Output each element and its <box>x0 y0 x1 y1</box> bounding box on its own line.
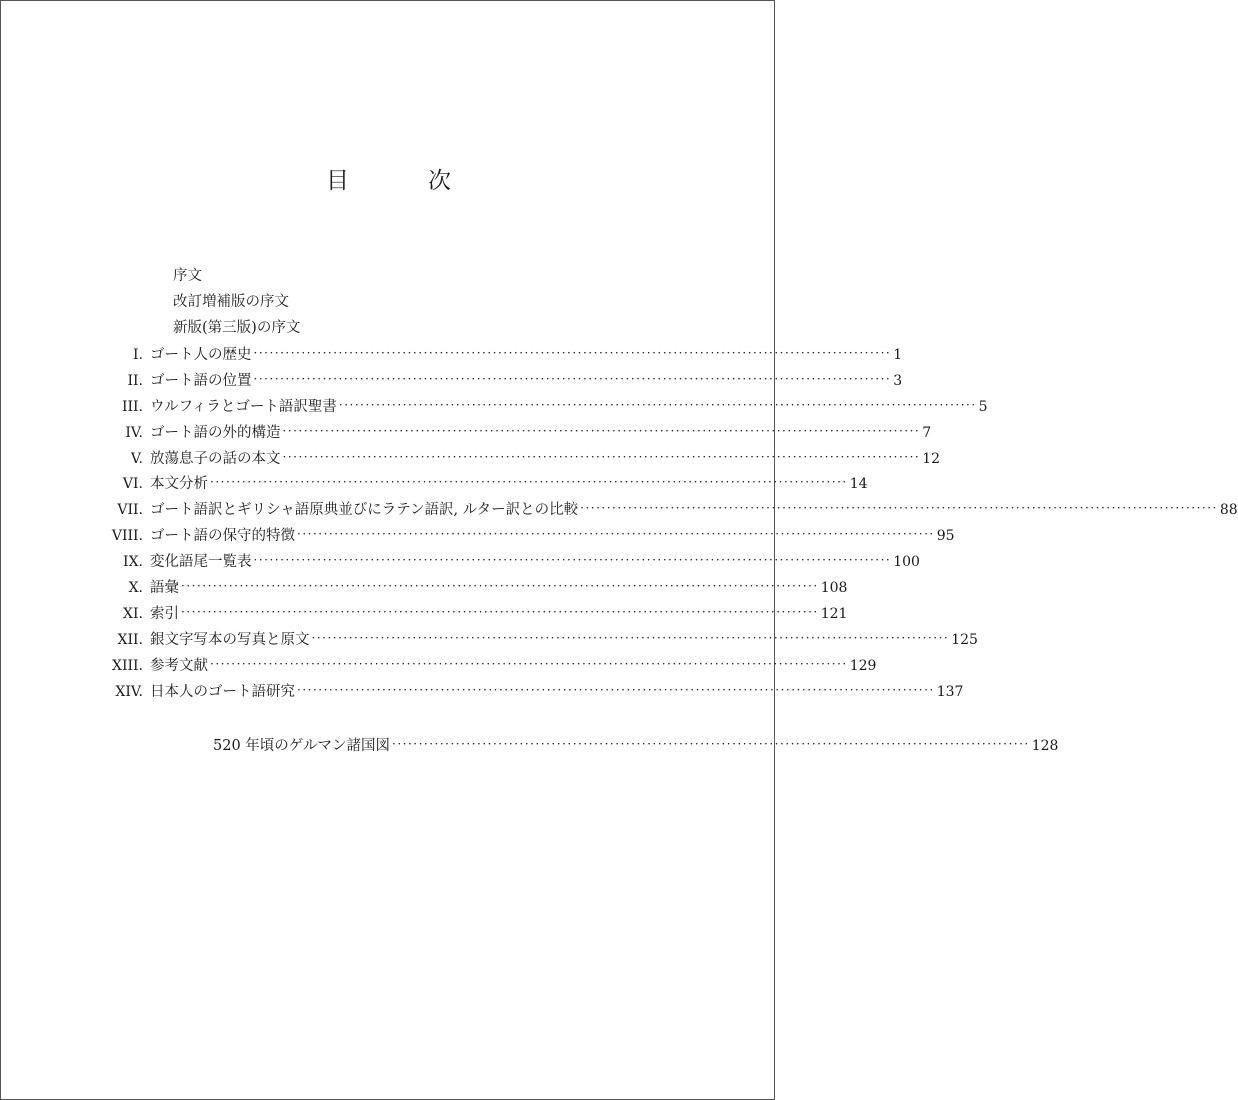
toc-entry-number: XII. <box>117 631 143 648</box>
toc-entry-page: 14 <box>849 476 868 493</box>
toc-entry-page: 7 <box>922 424 932 441</box>
toc-entry-page: 1 <box>893 347 903 363</box>
dot-leader: ························································································································ <box>282 449 921 464</box>
dot-leader: ························································································································ <box>297 682 935 697</box>
toc-entry[interactable] <box>101 550 920 576</box>
toc-entry-number: I. <box>133 347 143 363</box>
preface-item[interactable]: 序文 <box>173 268 202 284</box>
dot-leader: ························································································································ <box>181 604 819 619</box>
toc-entry-page: 100 <box>893 554 920 571</box>
dot-leader: ························································································································ <box>580 501 1218 516</box>
toc-entry[interactable] <box>101 343 903 369</box>
preface-list <box>173 263 300 341</box>
toc-entry[interactable] <box>101 628 978 654</box>
toc-entry[interactable] <box>101 576 848 602</box>
toc-entry-title: 変化語尾一覧表 <box>150 554 252 571</box>
toc-entry-number: V. <box>130 450 143 467</box>
toc-entry-number: II. <box>127 372 143 389</box>
dot-leader: ························································································································ <box>253 346 892 360</box>
toc-entry-title: ゴート語の外的構造 <box>150 424 281 441</box>
toc-entry-title: ゴート語訳とギリシャ語原典並びにラテン語訳, ルター訳との比較 <box>150 502 579 519</box>
map-entry-title: 520 年頃のゲルマン諸国図 <box>213 738 390 754</box>
toc-entry-title: ゴート人の歴史 <box>150 347 252 363</box>
toc-entry-page: 3 <box>893 372 903 389</box>
dot-leader: ························································································································ <box>311 630 950 645</box>
toc-entry-title: 日本人のゴート語研究 <box>150 683 295 700</box>
dot-leader: ························································································································ <box>338 397 977 412</box>
dot-leader: ························································································································ <box>210 656 848 671</box>
toc-entry-number: IV. <box>125 424 143 441</box>
toc-entry-title: ゴート語の保守的特徴 <box>150 528 295 545</box>
toc-entry-number: XIV. <box>115 683 143 700</box>
toc-entry[interactable] <box>101 421 932 447</box>
toc-entry-title: 索引 <box>150 605 179 622</box>
dot-leader: ························································································································ <box>392 737 1030 751</box>
toc-entry-title: 参考文献 <box>150 657 208 674</box>
toc-entry-number: XI. <box>123 605 143 622</box>
dot-leader: ························································································································ <box>253 371 892 386</box>
toc-entry-page: 12 <box>922 450 941 467</box>
toc-entry-title: 銀文字写本の写真と原文 <box>150 631 310 648</box>
toc-entry-page: 121 <box>820 605 848 622</box>
toc-entry-page: 88 <box>1219 502 1238 519</box>
toc-entry-number: XIII. <box>111 657 143 674</box>
dot-leader: ························································································································ <box>297 527 935 542</box>
toc-entry-number: III. <box>121 398 143 415</box>
toc-entry-number: X. <box>128 580 143 597</box>
toc-entry-page: 95 <box>936 528 955 545</box>
toc-entry-title: 放蕩息子の話の本文 <box>150 450 281 467</box>
page-title: 目 次 <box>326 168 479 194</box>
toc-entry[interactable] <box>101 395 988 421</box>
toc-entry-number: VII. <box>117 502 143 519</box>
map-entry-page: 128 <box>1031 738 1059 754</box>
toc-entry[interactable] <box>101 602 848 628</box>
toc-entry[interactable] <box>101 654 877 680</box>
toc-entry-page: 5 <box>978 398 988 415</box>
toc-entry-number: IX. <box>123 554 143 571</box>
toc-entry[interactable] <box>101 680 964 706</box>
toc-entry[interactable] <box>101 369 903 395</box>
toc-entry-title: ゴート語の位置 <box>150 372 252 389</box>
toc-entry-title: ウルフィラとゴート語訳聖書 <box>150 398 337 415</box>
table-of-contents <box>101 343 1238 705</box>
toc-entry[interactable] <box>101 472 868 498</box>
toc-entry[interactable] <box>101 524 955 550</box>
toc-entry-number: VI. <box>122 476 143 493</box>
dot-leader: ························································································································ <box>282 423 921 438</box>
toc-entry-page: 125 <box>951 631 978 648</box>
toc-entry-title: 語彙 <box>150 580 179 597</box>
toc-entry[interactable] <box>101 498 1238 524</box>
preface-item[interactable]: 新版(第三版)の序文 <box>173 320 301 336</box>
toc-entry-page: 137 <box>936 683 964 700</box>
toc-entry-page: 129 <box>849 657 877 674</box>
dot-leader: ························································································································ <box>253 553 892 568</box>
toc-entry[interactable] <box>101 447 941 473</box>
dot-leader: ························································································································ <box>210 475 848 490</box>
toc-entry-number: VIII. <box>111 528 143 545</box>
preface-item[interactable]: 改訂増補版の序文 <box>173 294 289 310</box>
map-entry[interactable] <box>213 735 1059 757</box>
toc-entry-page: 108 <box>820 580 848 597</box>
toc-entry-title: 本文分析 <box>150 476 208 493</box>
dot-leader: ························································································································ <box>181 579 819 594</box>
